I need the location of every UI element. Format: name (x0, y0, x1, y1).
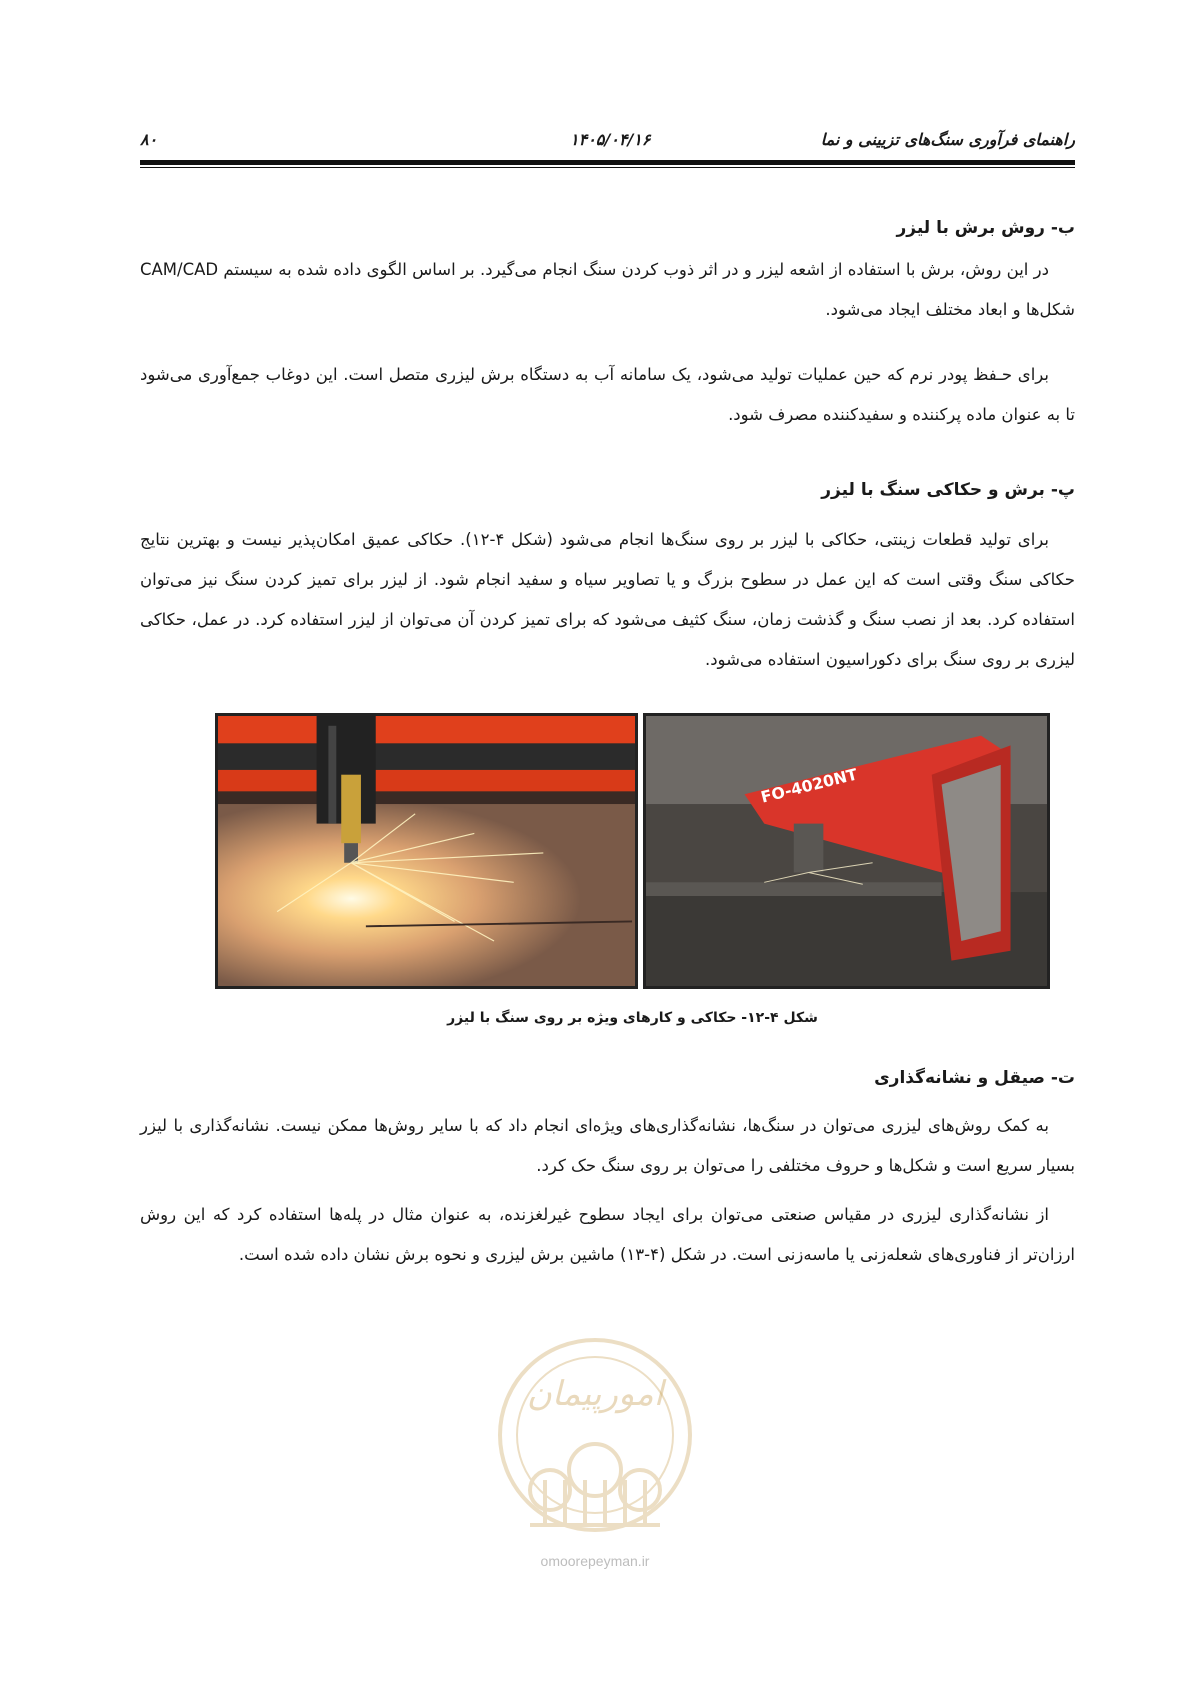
page-number: ۸۰ (140, 130, 158, 149)
watermark-url: omoorepeyman.ir (540, 1553, 650, 1569)
section-heading-polishing: ت- صیقل و نشانه‌گذاری (874, 1068, 1075, 1088)
section-heading-laser-cutting: ب- روش برش با لیزر (896, 218, 1075, 238)
header-rule-thin (140, 167, 1075, 168)
laser-machine-photo (643, 713, 1050, 989)
section-heading-laser-engraving: پ- برش و حکاکی سنگ با لیزر (821, 480, 1075, 500)
paragraph: در این روش، برش با استفاده از اشعه لیزر و در اثر ذوب کردن سنگ انجام می‌گیرد. بر اساس الگوی داده شده به سیستم CAM/CAD شکل‌ها و ابعاد مختلف ایجاد می‌شود. (140, 260, 1075, 319)
paragraph: برای تولید قطعات زینتی، حکاکی با لیزر بر روی سنگ‌ها انجام می‌شود (شکل ۴-۱۲). حکاکی عمیق امکان‌پذیر نیست و بهترین نتایج حکاکی سنگ وقتی است که این عمل در سطوح بزرگ و یا تصاویر سیاه و سفید انجام شود. از لیزر برای تمیز کردن سنگ نیز می‌توان استفاده کرد. بعد از نصب سنگ و گذشت زمان، سنگ کثیف می‌شود که برای تمیز کردن آن می‌توان از لیزر استفاده کرد. در عمل، حکاکی لیزری بر روی سنگ برای دکوراسیون استفاده می‌شود. (140, 530, 1075, 669)
header-date: ۱۴۰۵/۰۴/۱۶ (570, 130, 651, 149)
machine-model-label: FO-4020NT (758, 764, 860, 807)
figure-caption: شکل ۴-۱۲- حکاکی و کارهای ویژه بر روی سنگ با لیزر (447, 1010, 818, 1026)
paragraph: از نشانه‌گذاری لیزری در مقیاس صنعتی می‌توان برای ایجاد سطوح غیرلغزنده، به عنوان مثال در پله‌ها استفاده کرد که این روش ارزان‌تر از فناوری‌های شعله‌زنی یا ماسه‌زنی است. در شکل (۴-۱۳) ماشین برش لیزری و نحوه برش نشان داده شده است. (140, 1205, 1075, 1264)
paragraph: به کمک روش‌های لیزری می‌توان در سنگ‌ها، نشانه‌گذاری‌های ویژه‌ای انجام داد که با سایر روش‌ها ممکن نیست. نشانه‌گذاری با لیزر بسیار سریع است و شکل‌ها و حروف مختلفی را می‌توان بر روی سنگ حک کرد. (140, 1116, 1075, 1175)
laser-sparks-photo (215, 713, 638, 989)
paragraph: برای حـفظ پودر نرم که حین عملیات تولید می‌شود، یک سامانه آب به دستگاه برش لیزری متصل است. این دوغاب جمع‌آوری می‌شود تا به عنوان ماده پرکننده و سفیدکننده مصرف شود. (140, 365, 1075, 424)
running-header (140, 130, 1075, 154)
svg-text:امورپیمان: امورپیمان (526, 1374, 664, 1414)
header-rule-thick (140, 160, 1075, 165)
header-title: راهنمای فرآوری سنگ‌های تزیینی و نما (820, 130, 1075, 149)
watermark-logo (490, 1330, 700, 1560)
